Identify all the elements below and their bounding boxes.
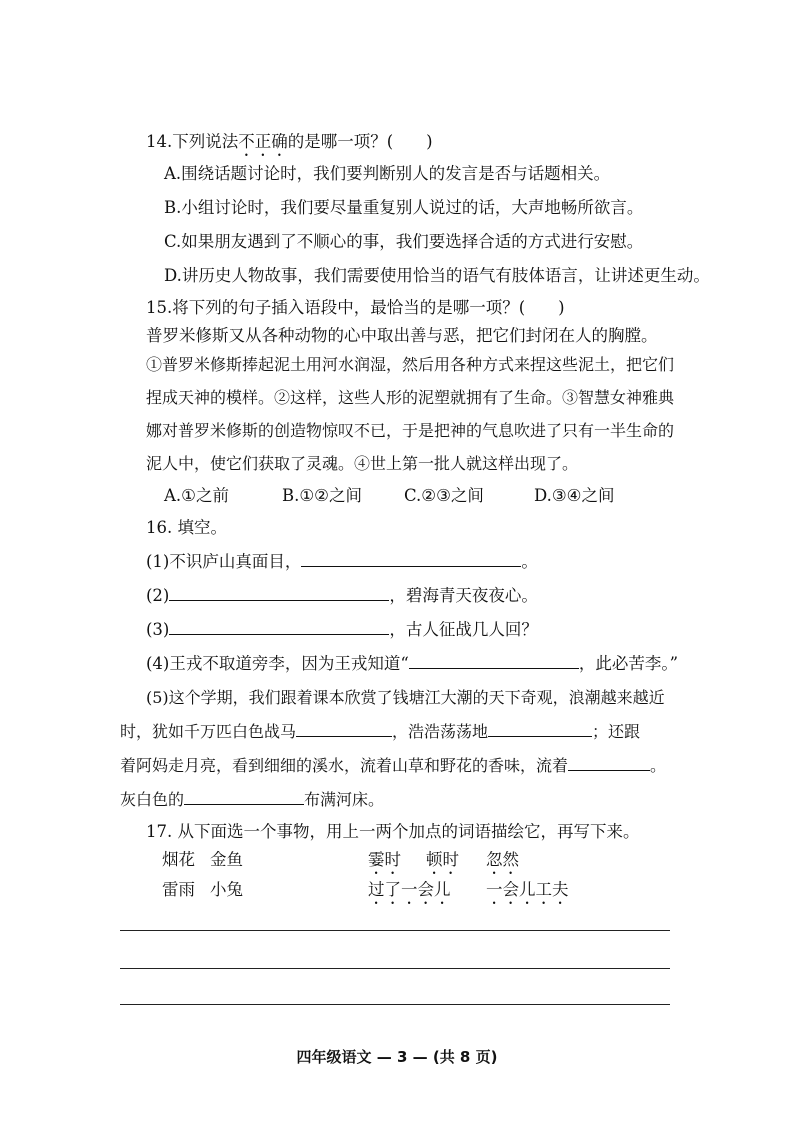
q16-item-4: (4)王戎不取道旁李，因为王戎知道“ ，此必苦李。” <box>146 654 678 673</box>
q14-option-b: B.小组讨论时，我们要尽量重复别人说过的话，大声地畅所欲言。 <box>164 198 644 217</box>
q15-option-a: A.①之前 <box>164 486 229 505</box>
q16-item-3: (3) ，古人征战几人回？ <box>146 620 538 639</box>
q15-insert-sentence: 普罗米修斯又从各种动物的心中取出善与恶，把它们封闭在人的胸膛。 <box>146 326 658 345</box>
answer-blank[interactable] <box>301 550 521 567</box>
q17-dotted-word: 一会儿工夫 <box>486 880 569 899</box>
q16-stem: 16. 填空。 <box>146 518 227 537</box>
answer-blank[interactable] <box>184 788 304 805</box>
q17-dotted-word: 过了一会儿 <box>368 880 451 899</box>
q16-item-5-line4: 灰白色的 布满河床。 <box>120 790 385 809</box>
q17-thing: 金鱼 <box>210 850 243 869</box>
q17-thing: 烟花 <box>162 850 195 869</box>
answer-blank[interactable] <box>169 618 389 635</box>
q17-dotted-word: 顿时 <box>426 850 459 869</box>
q16-item-1: (1)不识庐山真面目， 。 <box>146 552 538 571</box>
q17-dotted-word: 霎时 <box>368 850 401 869</box>
q17-thing: 小兔 <box>210 880 243 899</box>
answer-blank[interactable] <box>409 652 579 669</box>
q14-option-c: C.如果朋友遇到了不顺心的事，我们要选择合适的方式进行安慰。 <box>164 232 644 251</box>
answer-blank[interactable] <box>568 754 650 771</box>
emphasis-text: 不正确 <box>238 132 288 151</box>
q14-stem: 14.下列说法不正确的是哪一项？( ) <box>146 132 433 151</box>
q15-option-b: B.①②之间 <box>282 486 362 505</box>
q15-option-d: D.③④之间 <box>534 486 615 505</box>
writing-line[interactable] <box>120 930 670 931</box>
writing-line[interactable] <box>120 968 670 969</box>
q16-item-5-line1: (5)这个学期，我们跟着课本欣赏了钱塘江大潮的天下奇观，浪潮越来越近 <box>146 688 665 707</box>
q16-item-5-line3: 着阿妈走月亮，看到细细的溪水，流着山草和野花的香味，流着 。 <box>120 756 667 775</box>
q15-option-c: C.②③之间 <box>404 486 484 505</box>
q17-stem: 17. 从下面选一个事物，用上一两个加点的词语描绘它，再写下来。 <box>146 822 640 841</box>
q14-option-a: A.围绕话题讨论时，我们要判断别人的发言是否与话题相关。 <box>164 164 611 183</box>
page-footer: 四年级语文 — 3 — (共 8 页) <box>296 1048 498 1066</box>
q17-dotted-word: 忽然 <box>486 850 519 869</box>
q15-stem: 15.将下列的句子插入语段中，最恰当的是哪一项？( ) <box>146 298 565 317</box>
q16-item-5-line2: 时，犹如千万匹白色战马 ，浩浩荡荡地 ；还跟 <box>120 722 641 741</box>
q17-thing: 雷雨 <box>162 880 195 899</box>
q16-item-2: (2) ，碧海青天夜夜心。 <box>146 586 538 605</box>
answer-blank[interactable] <box>296 720 392 737</box>
answer-blank[interactable] <box>488 720 592 737</box>
writing-line[interactable] <box>120 1004 670 1005</box>
q14-option-d: D.讲历史人物故事，我们需要使用恰当的语气有肢体语言，让讲述更生动。 <box>164 266 710 285</box>
q15-passage: ①普罗米修斯捧起泥土用河水润湿，然后用各种方式来捏这些泥土，把它们捏成天神的模样。②这样，这些人形的泥塑就拥有了生命。③智慧女神雅典娜对普罗米修斯的创造物惊叹不已，于是把神的气息吹进了只有一半生命的泥人中，使它们获取了灵魂。④世上第一批人就这样出现了。 <box>146 355 675 473</box>
answer-blank[interactable] <box>169 584 389 601</box>
